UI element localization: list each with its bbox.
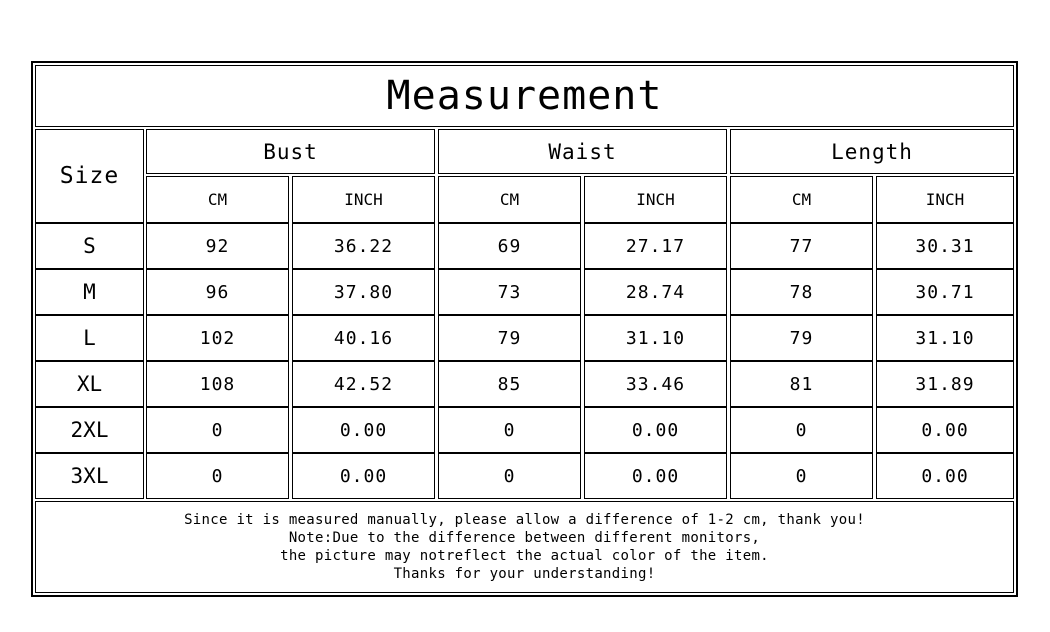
length-inch-cell: 31.89 xyxy=(876,361,1014,407)
waist-cm-cell: 85 xyxy=(438,361,581,407)
bust-inch-cell: 42.52 xyxy=(292,361,435,407)
length-inch-cell: 30.31 xyxy=(876,223,1014,269)
length-cm-cell: 77 xyxy=(730,223,873,269)
length-cm-cell: 0 xyxy=(730,407,873,453)
note-line: Since it is measured manually, please allow a difference of 1-2 cm, thank you! xyxy=(184,512,865,528)
bust-header: Bust xyxy=(146,129,435,174)
note-line: Note:Due to the difference between different monitors, xyxy=(288,530,761,546)
waist-cm-cell: 0 xyxy=(438,407,581,453)
waist-inch-cell: 27.17 xyxy=(584,223,727,269)
bust-inch-header: INCH xyxy=(292,176,435,223)
bust-inch-cell: 0.00 xyxy=(292,407,435,453)
waist-cm-cell: 73 xyxy=(438,269,581,315)
size-column-header: Size xyxy=(35,129,144,223)
length-cm-cell: 81 xyxy=(730,361,873,407)
length-inch-header: INCH xyxy=(876,176,1014,223)
length-inch-cell: 0.00 xyxy=(876,453,1014,499)
measurement-note xyxy=(35,501,1014,593)
length-cm-cell: 0 xyxy=(730,453,873,499)
note-line: Thanks for your understanding! xyxy=(393,566,656,582)
size-cell: L xyxy=(35,315,144,361)
length-cm-cell: 79 xyxy=(730,315,873,361)
table-title: Measurement xyxy=(35,65,1014,127)
waist-inch-cell: 31.10 xyxy=(584,315,727,361)
waist-cm-cell: 79 xyxy=(438,315,581,361)
size-cell: M xyxy=(35,269,144,315)
waist-cm-header: CM xyxy=(438,176,581,223)
waist-inch-cell: 28.74 xyxy=(584,269,727,315)
bust-cm-cell: 102 xyxy=(146,315,289,361)
length-inch-cell: 31.10 xyxy=(876,315,1014,361)
waist-cm-cell: 0 xyxy=(438,453,581,499)
bust-cm-header: CM xyxy=(146,176,289,223)
size-cell: 3XL xyxy=(35,453,144,499)
waist-inch-cell: 0.00 xyxy=(584,407,727,453)
size-cell: XL xyxy=(35,361,144,407)
length-header: Length xyxy=(730,129,1014,174)
measurement-table xyxy=(31,61,1018,597)
bust-cm-cell: 96 xyxy=(146,269,289,315)
bust-inch-cell: 0.00 xyxy=(292,453,435,499)
waist-inch-header: INCH xyxy=(584,176,727,223)
size-cell: S xyxy=(35,223,144,269)
bust-cm-cell: 108 xyxy=(146,361,289,407)
length-inch-cell: 30.71 xyxy=(876,269,1014,315)
length-cm-cell: 78 xyxy=(730,269,873,315)
waist-inch-cell: 33.46 xyxy=(584,361,727,407)
waist-cm-cell: 69 xyxy=(438,223,581,269)
bust-inch-cell: 37.80 xyxy=(292,269,435,315)
bust-cm-cell: 92 xyxy=(146,223,289,269)
length-cm-header: CM xyxy=(730,176,873,223)
waist-inch-cell: 0.00 xyxy=(584,453,727,499)
bust-cm-cell: 0 xyxy=(146,453,289,499)
bust-cm-cell: 0 xyxy=(146,407,289,453)
waist-header: Waist xyxy=(438,129,727,174)
bust-inch-cell: 40.16 xyxy=(292,315,435,361)
length-inch-cell: 0.00 xyxy=(876,407,1014,453)
size-cell: 2XL xyxy=(35,407,144,453)
note-line: the picture may notreflect the actual color of the item. xyxy=(280,548,769,564)
bust-inch-cell: 36.22 xyxy=(292,223,435,269)
